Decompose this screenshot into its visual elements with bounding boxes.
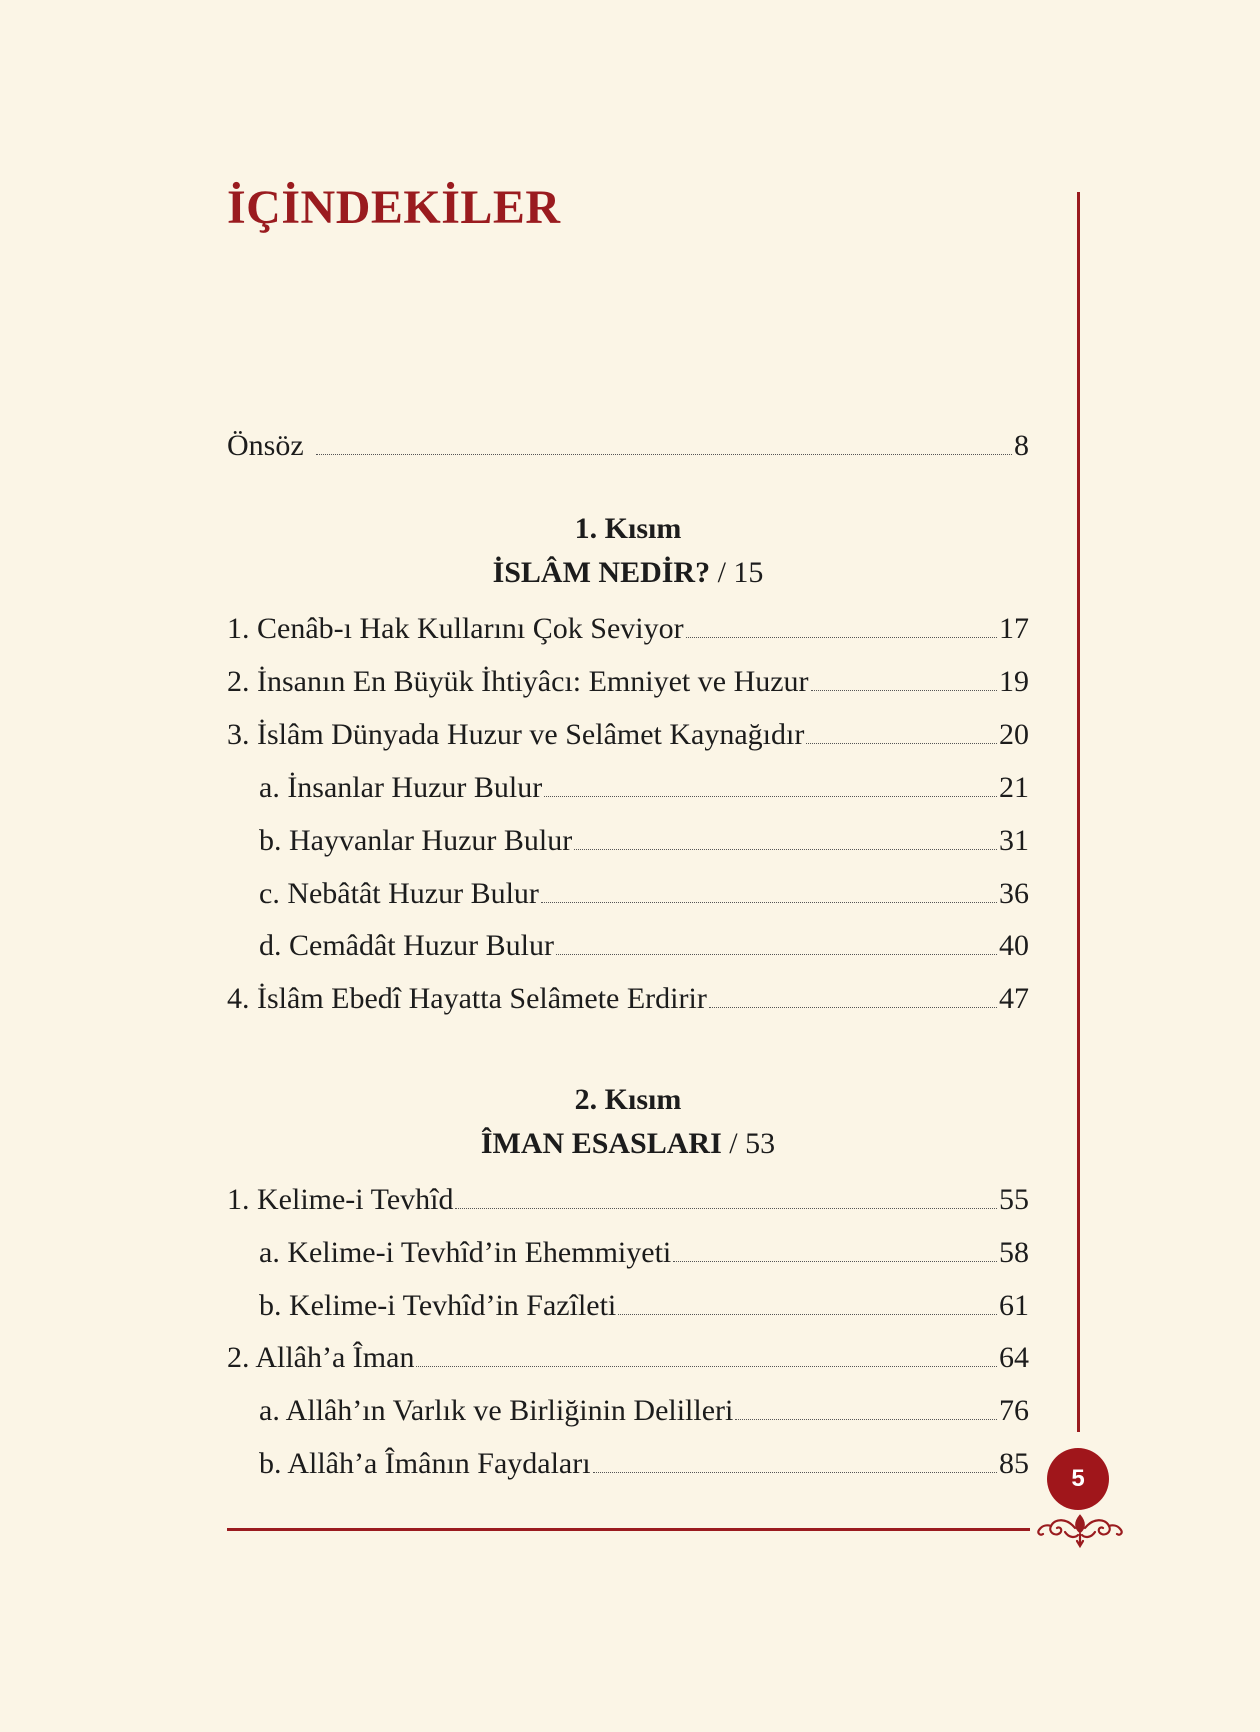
part-title[interactable] <box>227 1127 1029 1161</box>
dot-leader <box>811 690 997 691</box>
toc-entry[interactable] <box>227 711 1029 751</box>
toc-subentry[interactable] <box>227 817 1029 857</box>
toc-entry-label: c. Nebâtât Huzur Bulur <box>259 877 539 910</box>
toc-entry[interactable] <box>227 605 1029 645</box>
dot-leader <box>709 1007 997 1008</box>
toc-entry-label: 1. Cenâb-ı Hak Kullarını Çok Seviyor <box>227 612 684 645</box>
dot-leader <box>556 954 997 955</box>
toc-entry-page: 64 <box>999 1341 1029 1374</box>
toc-entry-page: 47 <box>999 982 1029 1015</box>
toc-entry-page: 17 <box>999 612 1029 645</box>
toc-entry-label: b. Kelime-i Tevhîd’in Fazîleti <box>259 1289 617 1322</box>
dot-leader <box>673 1261 997 1262</box>
toc-entry-page: 20 <box>999 718 1029 751</box>
vertical-rule <box>1077 192 1080 1432</box>
toc-entry-page: 40 <box>999 929 1029 962</box>
toc-entry-page: 76 <box>999 1394 1029 1427</box>
toc-entry[interactable] <box>227 1176 1029 1216</box>
part-title-page: / 15 <box>717 556 764 589</box>
bottom-rule <box>227 1528 1030 1531</box>
dot-leader <box>593 1472 997 1473</box>
toc-subentry[interactable] <box>227 1440 1029 1480</box>
toc-entry-page: 31 <box>999 824 1029 857</box>
toc-entry-page: 58 <box>999 1236 1029 1269</box>
part-title-text: İSLÂM NEDİR? <box>492 556 711 589</box>
page-number-badge: 5 <box>1047 1448 1109 1510</box>
part-title-text: ÎMAN ESASLARI <box>480 1127 722 1160</box>
toc-entry-label: 2. Allâh’a Îman <box>227 1341 415 1374</box>
part-title[interactable] <box>227 556 1029 590</box>
toc-subentry[interactable] <box>227 922 1029 962</box>
page-title: İÇİNDEKİLER <box>227 181 561 234</box>
toc-entry-label: 2. İnsanın En Büyük İhtiyâcı: Emniyet ve Huzur <box>227 665 809 698</box>
dot-leader <box>618 1314 997 1315</box>
toc-entry[interactable] <box>227 1334 1029 1374</box>
part-number: 1. Kısım <box>574 512 682 545</box>
toc-entry-label: 1. Kelime-i Tevhîd <box>227 1183 454 1216</box>
dot-leader <box>574 849 997 850</box>
toc-entry-label: d. Cemâdât Huzur Bulur <box>259 929 554 962</box>
toc-entry[interactable] <box>227 658 1029 698</box>
toc-entry-page: 19 <box>999 665 1029 698</box>
toc-entry-label: 4. İslâm Ebedî Hayatta Selâmete Erdirir <box>227 982 707 1015</box>
toc-subentry[interactable] <box>227 1387 1029 1427</box>
dot-leader <box>806 743 997 744</box>
toc-entry-preface[interactable] <box>227 422 1029 462</box>
toc-entry-label: a. Kelime-i Tevhîd’in Ehemmiyeti <box>259 1236 672 1269</box>
toc-entry-label: Önsöz <box>227 429 304 462</box>
toc-subentry[interactable] <box>227 870 1029 910</box>
toc-entry-label: 3. İslâm Dünyada Huzur ve Selâmet Kaynağıdır <box>227 718 805 751</box>
toc-entry-page: 61 <box>999 1289 1029 1322</box>
toc-entry-page: 21 <box>999 771 1029 804</box>
dot-leader <box>416 1366 997 1367</box>
toc-subentry[interactable] <box>227 1229 1029 1269</box>
toc-subentry[interactable] <box>227 764 1029 804</box>
part-number: 2. Kısım <box>574 1083 682 1116</box>
floral-flourish-icon <box>1035 1508 1125 1550</box>
dot-leader <box>735 1419 997 1420</box>
toc-entry-label: a. İnsanlar Huzur Bulur <box>259 771 543 804</box>
dot-leader <box>455 1208 997 1209</box>
toc-entry-label: b. Allâh’a Îmânın Faydaları <box>259 1447 591 1480</box>
toc-subentry[interactable] <box>227 1282 1029 1322</box>
toc-entry-label: b. Hayvanlar Huzur Bulur <box>259 824 573 857</box>
part-heading <box>227 1083 1029 1117</box>
part-heading <box>227 512 1029 546</box>
part-title-page: / 53 <box>729 1127 776 1160</box>
toc-entry-page: 8 <box>1014 429 1029 462</box>
toc-entry-page: 36 <box>999 877 1029 910</box>
toc-entry-page: 55 <box>999 1183 1029 1216</box>
toc-entry[interactable] <box>227 975 1029 1015</box>
dot-leader <box>686 637 997 638</box>
toc-entry-label: a. Allâh’ın Varlık ve Birliğinin Delilleri <box>259 1394 734 1427</box>
dot-leader <box>544 796 997 797</box>
toc-entry-page: 85 <box>999 1447 1029 1480</box>
dot-leader <box>541 902 997 903</box>
dot-leader <box>316 454 1012 455</box>
